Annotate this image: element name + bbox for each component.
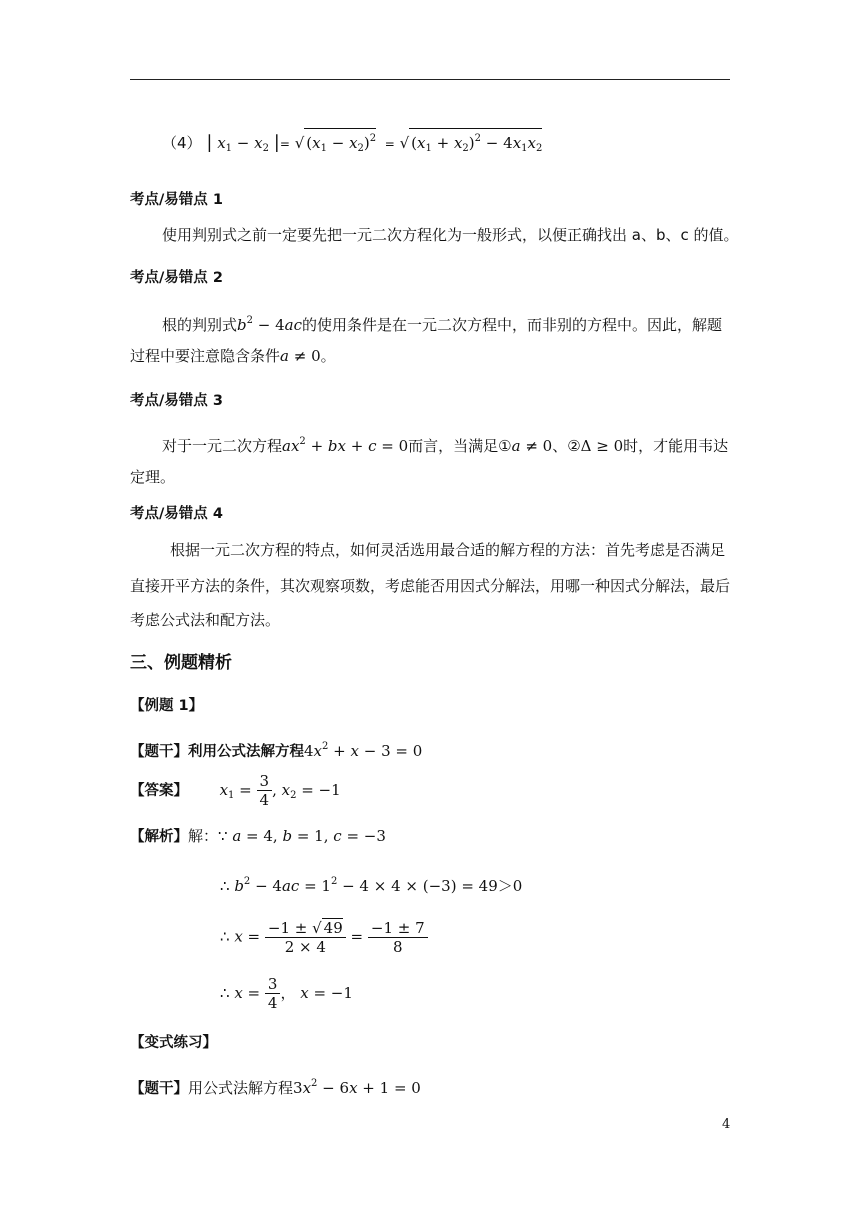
- point-2-heading: 考点/易错点 2: [130, 270, 223, 286]
- discriminant-expr: $b^2 - 4ac$: [237, 315, 302, 334]
- point-1-text: 使用判别式之前一定要先把一元二次方程化为一般形式，以便正确找出 a、b、c 的值。: [162, 226, 739, 244]
- point-2-line-2: 过程中要注意隐含条件a ≠ 0。: [130, 347, 336, 365]
- point-3-heading: 考点/易错点 3: [130, 393, 223, 409]
- analysis-step-3: ∴ x = $\frac{-1 \pm √ 49}{2 \times 4}$ = $\frac{-1 \pm 7}{8}$: [220, 918, 428, 956]
- formula-4-label: （4）: [162, 134, 202, 152]
- point-4-line-2: 直接开平方法的条件，其次观察项数，考虑能否用因式分解法，用哪一种因式分解法，最后: [130, 577, 731, 595]
- header-rule: [130, 79, 730, 80]
- variant-stem: 【题干】用公式法解方程$3x^2 - 6x + 1 = 0$: [130, 1078, 421, 1097]
- point-4-heading: 考点/易错点 4: [130, 506, 223, 522]
- point-2-line-1: 根的判别式$b^2 - 4ac$的使用条件是在一元二次方程中，而非别的方程中。因此，解题: [162, 315, 723, 334]
- point-4-line-3: 考虑公式法和配方法。: [130, 611, 281, 629]
- page-number: 4: [722, 1117, 731, 1132]
- analysis-step-4: ∴ x = $\frac{3}{4}$ ， x = −1: [220, 975, 353, 1012]
- example-answer: 【答案】 $x_1$ = $\frac{3}{4}$ , $x_2 = -1$: [130, 772, 341, 809]
- example-label: 【例题 1】: [130, 698, 204, 714]
- point-1-heading: 考点/易错点 1: [130, 192, 223, 208]
- point-3-line-2: 定理。: [130, 468, 176, 486]
- point-3-line-1: 对于一元二次方程$ax^2$ + bx + c = 0而言，当满足①a ≠ 0、②Δ ≥ 0时，才能用韦达: [162, 436, 729, 455]
- formula-4: （4） | $x_1 - x_2$ |= √ $(x_1 - x_2)^2$ = √ $(x_1 + x_2)^2 - 4x_1x_2$: [162, 128, 542, 159]
- example-stem: 【题干】利用公式法解方程$4x^2 + x - 3 = 0$: [130, 741, 423, 760]
- example-analysis: 【解析】解：∵ a = 4, b = 1, c = −3: [130, 827, 386, 845]
- section-title: 三、例题精析: [130, 653, 232, 673]
- variant-label: 【变式练习】: [130, 1035, 217, 1051]
- point-4-line-1: 根据一元二次方程的特点，如何灵活选用最合适的解方程的方法：首先考虑是否满足: [170, 541, 726, 559]
- analysis-step-2: ∴ $b^2 - 4ac = 1^2 - 4 \times 4 \times (-3) = 49>0$: [220, 876, 523, 895]
